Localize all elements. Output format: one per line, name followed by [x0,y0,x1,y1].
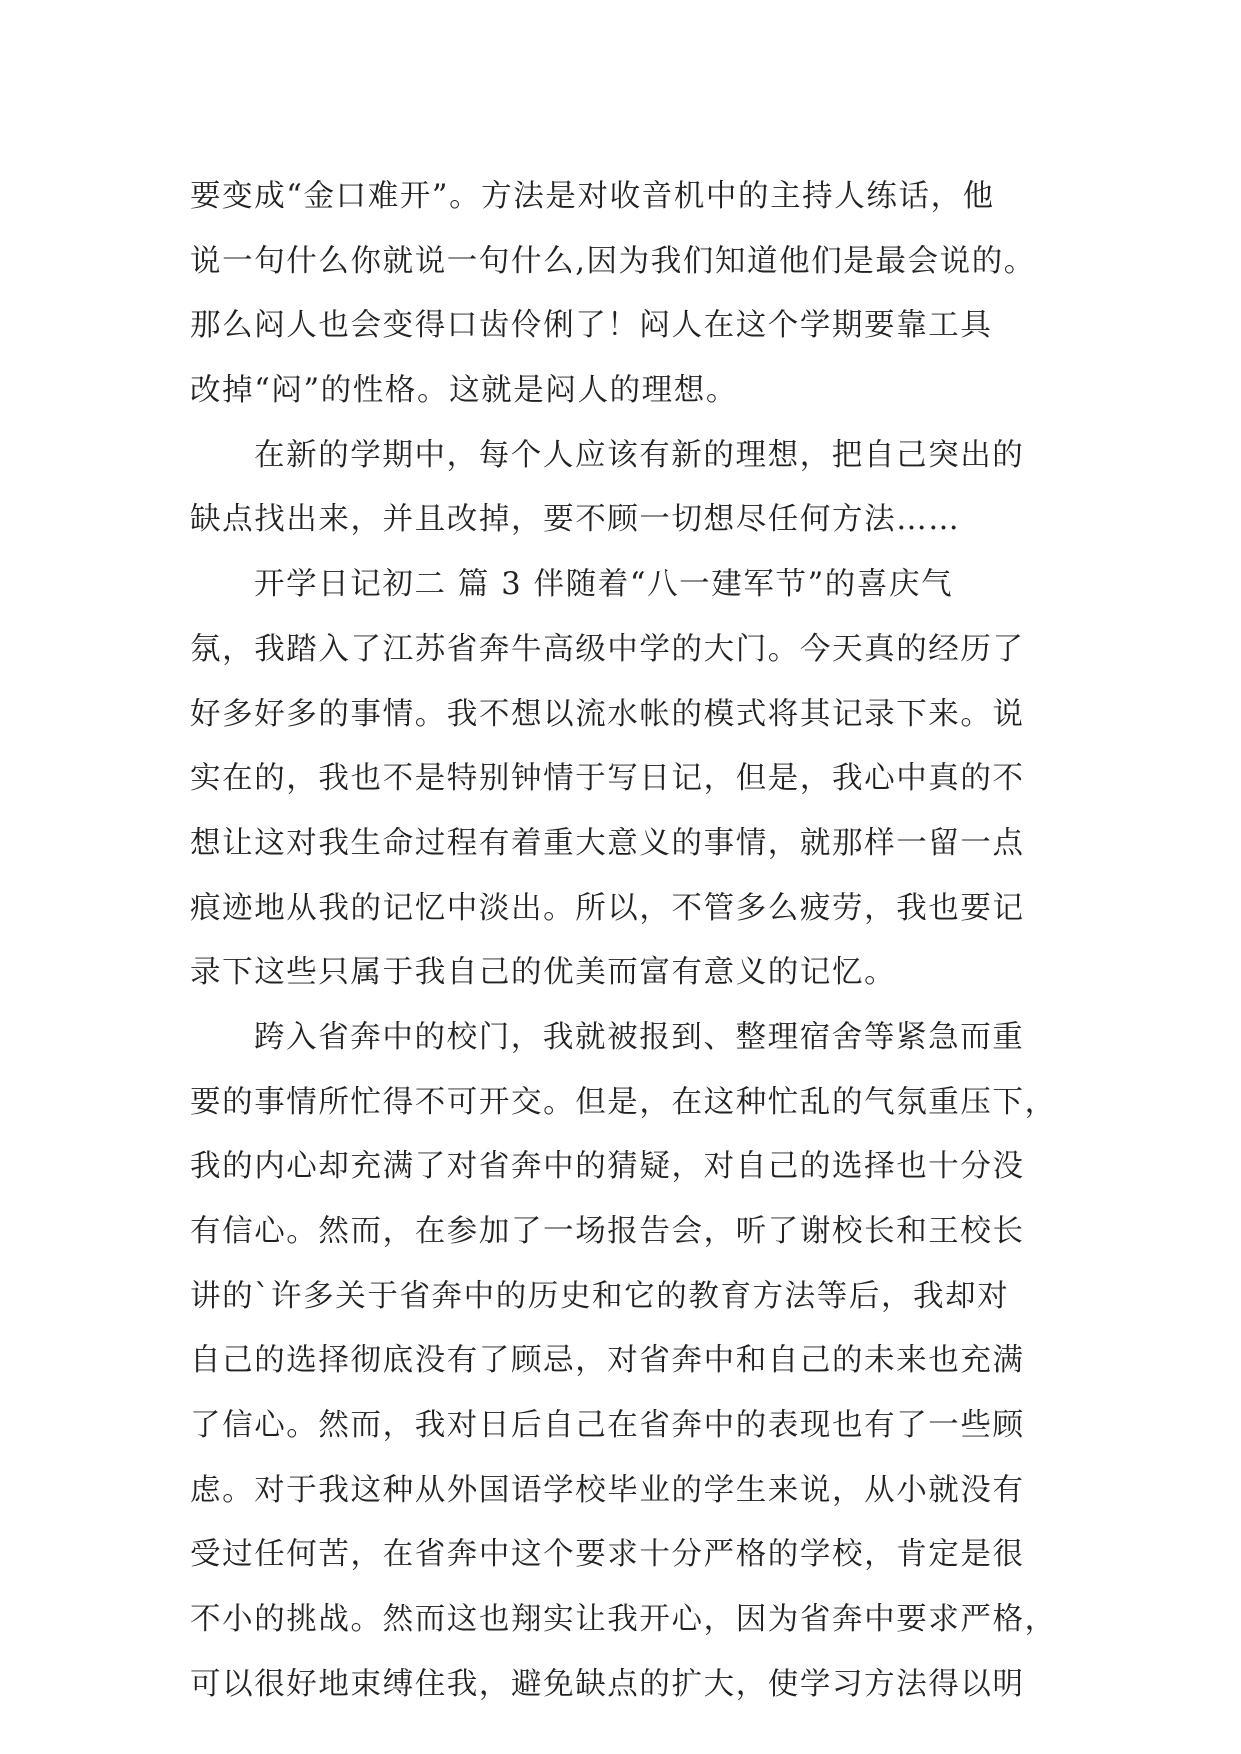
text-line: 跨入省奔中的校门，我就被报到、整理宿舍等紧急而重 [254,1019,1025,1055]
text-line: 说一句什么你就说一句什么,因为我们知道他们是最会说的。 [190,243,1036,279]
text-line: 虑。对于我这种从外国语学校毕业的学生来说，从小就没有 [190,1472,1025,1508]
text-line: 缺点找出来，并且改掉，要不顾一切想尽任何方法…… [190,502,961,538]
text-line: 那么闷人也会变得口齿伶俐了！闷人在这个学期要靠工具 [190,308,993,344]
text-line: 好多好多的事情。我不想以流水帐的模式将其记录下来。说 [190,696,1025,732]
text-line: 录下这些只属于我自己的优美而富有意义的记忆。 [190,955,897,991]
text-line: 我的内心却充满了对省奔中的猜疑，对自己的选择也十分没 [190,1149,1025,1185]
text-line: 有信心。然而，在参加了一场报告会，听了谢校长和王校长 [190,1214,1025,1249]
text-line: 讲的`许多关于省奔中的历史和它的教育方法等后，我却对 [190,1278,1010,1314]
body-text [190,165,1090,1718]
text-line: 要变成“金口难开”。方法是对收音机中的主持人练话，他 [190,179,995,214]
text-line: 要的事情所忙得不可开交。但是，在这种忙乱的气氛重压下， [190,1084,1057,1120]
text-line: 不小的挑战。然而这也翔实让我开心，因为省奔中要求严格， [190,1602,1057,1638]
text-line: 氛，我踏入了江苏省奔牛高级中学的大门。今天真的经历了 [190,631,1025,667]
text-line: 受过任何苦，在省奔中这个要求十分严格的学校，肯定是很 [190,1537,1025,1573]
text-line: 痕迹地从我的记忆中淡出。所以，不管多么疲劳，我也要记 [190,890,1025,926]
text-line: 在新的学期中，每个人应该有新的理想，把自己突出的 [254,437,1025,473]
text-line: 可以很好地束缚住我，避免缺点的扩大，使学习方法得以明 [190,1666,1025,1702]
text-line: 开学日记初二 篇 3 伴随着“八一建军节”的喜庆气 [254,567,954,603]
text-line: 改掉“闷”的性格。这就是闷人的理想。 [190,373,738,409]
text-line: 想让这对我生命过程有着重大意义的事情，就那样一留一点 [190,825,1025,861]
text-line: 了信心。然而，我对日后自己在省奔中的表现也有了一些顾 [190,1408,1025,1444]
text-line: 实在的，我也不是特别钟情于写日记，但是，我心中真的不 [190,761,1025,797]
text-line: 自己的选择彻底没有了顾忌，对省奔中和自己的未来也充满 [190,1343,1025,1379]
